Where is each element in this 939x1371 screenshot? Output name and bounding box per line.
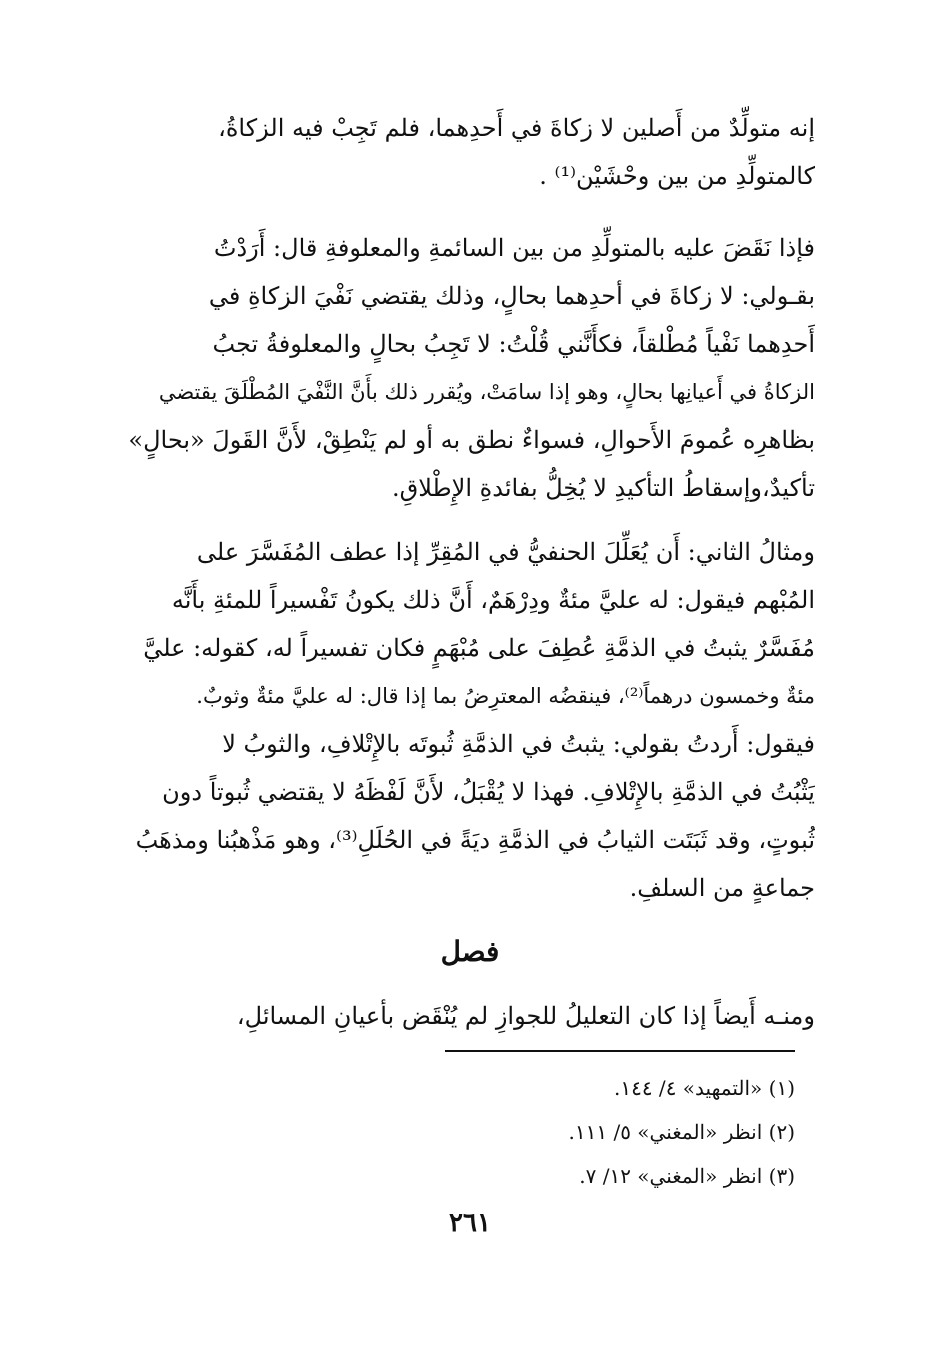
text-line: المُبْهم فيقول: له عليَّ مئةٌ ودِرْهَمٌ، أَنَّ ذلك يكونُ تَفْسيراً للمئةِ بأَنَّه — [171, 586, 815, 614]
text-line: أَحدِهما نَفْياً مُطْلقاً، فكأَنَّني قُلْتُ: لا تَجِبُ بحالٍ والمعلوفةُ تجبُ — [212, 330, 815, 358]
section-first-line: ومنـه أَيضاً إذا كان التعليلُ للجوازِ لم يُنْقَض بأعيانِ المسائلِ، — [236, 1002, 815, 1030]
text-line: بقـولي: لا زكاةَ في أحدِهما بحالٍ، وذلك يقتضي نَفْيَ الزكاةِ في — [208, 282, 815, 310]
section-heading — [380, 928, 560, 976]
section-heading-text: فصل — [440, 935, 500, 968]
footnote-1: (١) «التمهيد» ٤/ ١٤٤. — [613, 1076, 795, 1100]
footnote-divider — [445, 1050, 795, 1052]
paragraph-1 — [125, 104, 815, 200]
text-line: ومثالُ الثاني: أَن يُعَلِّلَ الحنفيُّ في المُقِرِّ إذا عطف المُفَسَّرَ على — [196, 538, 815, 566]
paragraph-3 — [125, 528, 815, 720]
text-line: كالمتولِّدِ من بين وحْشَيْن⁽¹⁾ . — [539, 162, 815, 190]
paragraph-2 — [125, 224, 815, 512]
text-line: فيقول: أَردتُ بقولي: يثبتُ في الذمَّةِ ثُبوتَه بالإِتْلافِ، والثوبُ لا — [222, 730, 815, 758]
text-line: بظاهرِه عُمومَ الأَحوالِ، فسواءٌ نطق به أو لم يَنْطِقْ، لأَنَّ القَولَ «بحالٍ» — [128, 426, 815, 454]
footnotes — [445, 1066, 795, 1198]
text-line: جماعةٍ من السلفِ. — [629, 874, 815, 902]
footnote-3: (٣) انظر «المغني» ١٢/ ٧. — [579, 1164, 795, 1188]
text-line: يَثْبُتُ في الذمَّةِ بالإِتْلافِ. فهذا لا يُقْبَلُ، لأَنَّ لَفْظَهُ لا يقتضي ثُبوتاً دون — [162, 778, 815, 806]
paragraph-4 — [125, 720, 815, 912]
text-line: مُفَسَّرٌ يثبتُ في الذمَّةِ عُطِفَ على مُبْهَمٍ فكان تفسيراً له، كقوله: عليَّ — [143, 634, 815, 662]
text-line: مئةٌ وخمسون درهماً⁽²⁾، فينقضُه المعترِضُ بما إذا قال: له عليَّ مئةٌ وثوبٌ. — [196, 684, 815, 708]
text-line: تأكيدٌ،وإسقاطُ التأكيدِ لا يُخِلُّ بفائدةِ الإِطْلاقِ. — [391, 474, 815, 502]
text-line: ثُبوتٍ، وقد ثَبَتَت الثيابُ في الذمَّةِ ديَةً في الحُلَلِ⁽³⁾، وهو مَذْهبُنا ومذهَبُ — [135, 826, 815, 854]
page-number: ٢٦١ — [449, 1208, 491, 1238]
footnote-2: (٢) انظر «المغني» ٥/ ١١١. — [568, 1120, 795, 1144]
text-line: فإذا نَقَضَ عليه بالمتولِّدِ من بين السائمةِ والمعلوفةِ قال: أَرَدْتُ — [213, 234, 815, 262]
text-line: الزكاةُ في أَعيانِها بحالٍ، وهو إذا سامَتْ، ويُقرر ذلك بأَنَّ النَّفْيَ المُطْلَقَ يقتضي — [158, 380, 815, 404]
text-line: إنه متولِّدٌ من أَصلين لا زكاةَ في أَحدِهما، فلم تَجِبْ فيه الزكاةُ، — [218, 114, 815, 142]
